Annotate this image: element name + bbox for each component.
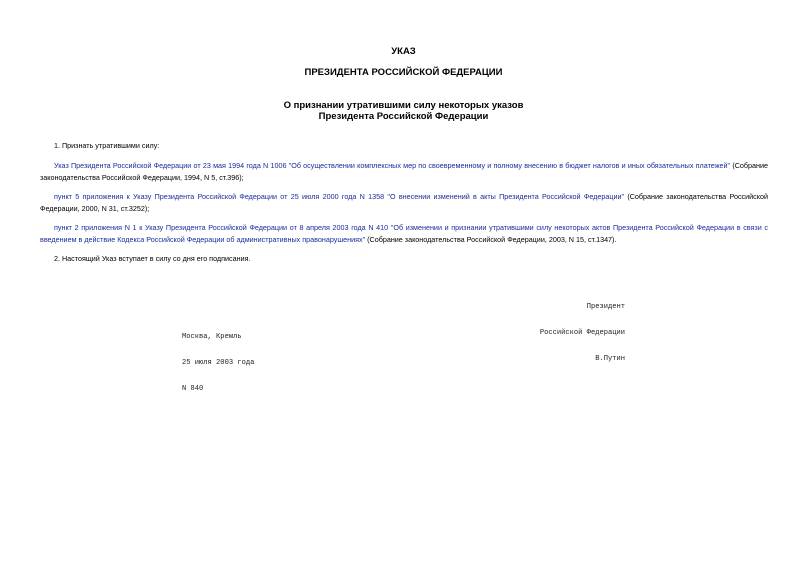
repealed-entry-1-link[interactable]: Указ Президента Российской Федерации от 23 мая 1994 года N 1006 "Об осуществлении комплексных мер по своевременному и полному внесению в бюджет налогов и иных обязательных платежей" bbox=[54, 161, 731, 170]
repealed-entry-1-source: (Собрание законодательства Российской Федерации, 1994, N 5, ст.396); bbox=[40, 161, 768, 182]
place-date-block bbox=[182, 316, 254, 411]
signature-block bbox=[450, 286, 625, 381]
clause-1-text: 1. Признать утратившими силу: bbox=[54, 141, 160, 150]
decree-number: N 840 bbox=[182, 384, 204, 393]
signer-name: В.Путин bbox=[595, 354, 625, 363]
repealed-entry-3 bbox=[40, 222, 768, 245]
clause-2 bbox=[40, 253, 768, 265]
issuer-title: ПРЕЗИДЕНТА РОССИЙСКОЙ ФЕДЕРАЦИИ bbox=[304, 67, 503, 78]
repealed-entry-1 bbox=[40, 160, 768, 183]
repealed-entry-3-source: (Собрание законодательства Российской Федерации, 2003, N 15, ст.1347). bbox=[365, 234, 617, 244]
repealed-entry-2-source: (Собрание законодательства Российской Федерации, 2000, N 31, ст.3252); bbox=[40, 192, 768, 213]
signer-organization: Российской Федерации bbox=[539, 328, 625, 337]
repealed-entry-3-link[interactable]: пункт 2 приложения N 1 к Указу Президента Российской Федерации от 8 апреля 2003 года N 410 "Об изменении и признании утратившими силу некоторых актов Президента Российской Федерации в связи с введением в действие Кодекса Российской Федерации об административных правонарушениях" bbox=[40, 223, 768, 244]
clause-1 bbox=[40, 140, 768, 152]
signing-date: 25 июля 2003 года bbox=[182, 358, 255, 367]
repealed-entry-2 bbox=[40, 191, 768, 214]
document-heading-line-2: Президента Российской Федерации bbox=[318, 111, 489, 122]
clause-2-text: 2. Настоящий Указ вступает в силу со дня его подписания. bbox=[54, 254, 251, 263]
document-type-title: УКАЗ bbox=[391, 46, 416, 57]
signing-location: Москва, Кремль bbox=[182, 333, 242, 342]
repealed-entry-2-link[interactable]: пункт 5 приложения к Указу Президента Российской Федерации от 25 июля 2000 года N 1358 "О внесении изменений в акты Президента Российской Федерации" bbox=[54, 192, 625, 201]
signer-role: Президент bbox=[586, 303, 625, 312]
document-heading-line-1: О признании утратившими силу некоторых указов bbox=[283, 100, 524, 111]
